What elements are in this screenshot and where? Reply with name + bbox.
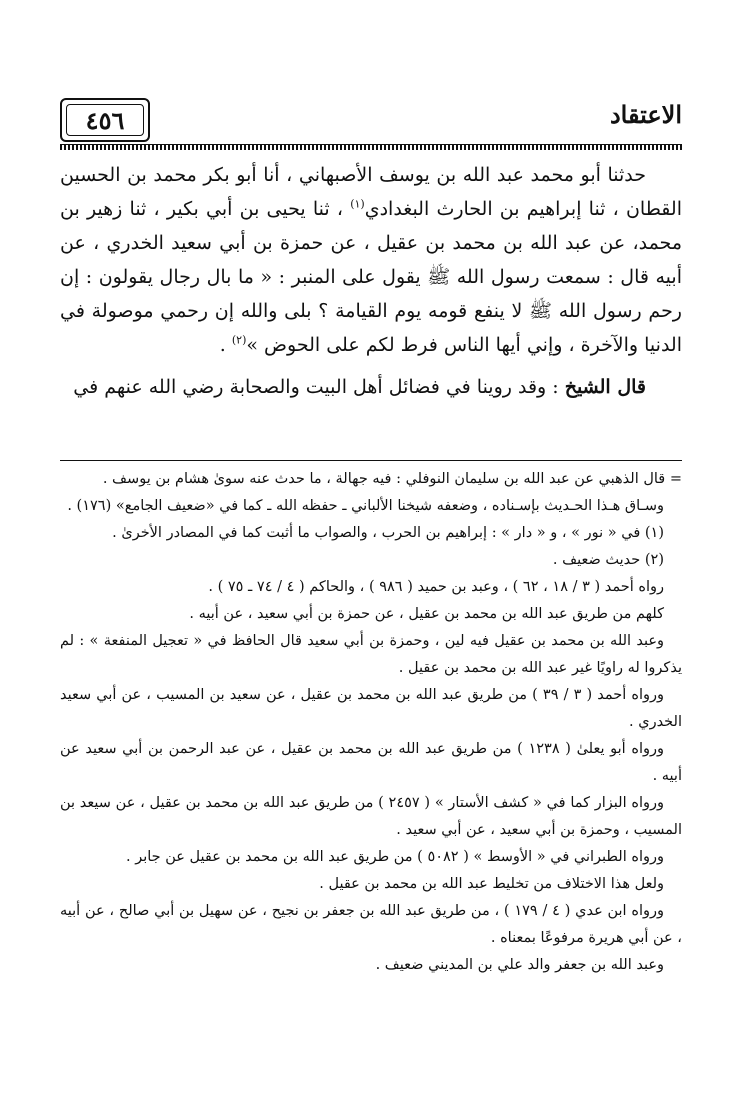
paragraph-1-text-cont: ، ثنا يحيى بن أبي بكير ، ثنا زهير بن محمد، عن عبد الله بن محمد بن عقيل ، عن حمزة بن أبي سعيد الخدري ، عن أبيه قال : سمعت رسول الله ﷺ يقول على المنبر : « ما بال رجال يقولون : إن رحم رسول الله ﷺ لا ينفع قومه يوم القيامة ؟ بلى والله إن رحمي موصولة في الدنيا والآخرة ، وإني أيها الناس فرط لكم على الحوض » <box>60 198 682 356</box>
footnote-separator <box>60 460 682 461</box>
footnote-1: (١) في « نور » ، و « دار » : إبراهيم بن الحرب ، والصواب ما أثبت كما في المصادر الأخرىٰ . <box>112 525 664 541</box>
footnote-line: ورواه أبو يعلىٰ ( ١٢٣٨ ) من طريق عبد الله بن محمد بن عقيل ، عن عبد الرحمن بن أبي سعيد عن أبيه . <box>60 741 682 784</box>
footnote-line: = قال الذهبي عن عبد الله بن سليمان النوفلي : فيه جهالة ، ما حدث عنه سوىٰ هشام بن يوسف . <box>102 471 682 487</box>
speaker-label: قال الشيخ <box>564 376 646 398</box>
page-number-frame <box>66 104 144 136</box>
paragraph-1 <box>60 158 682 362</box>
running-title: الاعتقاد <box>609 100 682 129</box>
page-number-box <box>60 98 150 142</box>
footnote-line: ورواه الطبراني في « الأوسط » ( ٥٠٨٢ ) من طريق عبد الله بن محمد بن عقيل عن جابر . <box>126 849 664 865</box>
footnote-line: ورواه ابن عدي ( ٤ / ١٧٩ ) ، من طريق عبد الله بن جعفر بن نجيح ، عن سهيل بن أبي صالح ، عن أبيه ، عن أبي هريرة مرفوعًا بمعناه . <box>60 903 682 946</box>
page-number: ٤٥٦ <box>85 105 125 135</box>
footnote-line: وسـاق هـذا الحـديث بإسـناده ، وضعفه شيخنا الألباني ـ حفظه الله ـ كما في «ضعيف الجامع» (١٧٦) . <box>67 498 664 514</box>
page-header <box>60 98 682 150</box>
footnote-line: وعبد الله بن محمد بن عقيل فيه لين ، وحمزة بن أبي سعيد قال الحافظ في « تعجيل المنفعة » : لم يذكروا له راويًا غير عبد الله بن محمد بن عقيل . <box>60 633 682 676</box>
footnote-line: ولعل هذا الاختلاف من تخليط عبد الله بن محمد بن عقيل . <box>319 876 664 892</box>
paragraph-1-end: . <box>219 334 232 356</box>
main-text <box>60 158 682 404</box>
footnote-line: ورواه أحمد ( ٣ / ٣٩ ) من طريق عبد الله بن محمد بن عقيل ، عن سعيد بن المسيب ، عن أبي سعيد الخدري . <box>60 687 682 730</box>
footnotes <box>60 466 682 979</box>
footnote-line: رواه أحمد ( ٣ / ١٨ ، ٦٢ ) ، وعبد بن حميد ( ٩٨٦ ) ، والحاكم ( ٤ / ٧٤ ـ ٧٥ ) . <box>208 579 664 595</box>
paragraph-2-text: : وقد روينا في فضائل أهل البيت والصحابة رضي الله عنهم في <box>73 376 565 398</box>
note-ref-2: (٢) <box>231 333 247 347</box>
paragraph-2 <box>60 370 682 404</box>
footnote-line: وعبد الله بن جعفر والد علي بن المديني ضعيف . <box>375 957 664 973</box>
footnote-line: ورواه البزار كما في « كشف الأستار » ( ٢٤٥٧ ) من طريق عبد الله بن محمد بن عقيل ، عن سيعد بن المسيب ، وحمزة بن أبي سعيد ، عن أبي سعيد . <box>60 795 682 838</box>
note-ref-1: (١) <box>350 197 365 211</box>
footnote-line: كلهم من طريق عبد الله بن محمد بن عقيل ، عن حمزة بن أبي سعيد ، عن أبيه . <box>189 606 664 622</box>
footnote-2: (٢) حديث ضعيف . <box>552 552 664 568</box>
header-rule <box>60 144 682 150</box>
paragraph-1-text: حدثنا أبو محمد عبد الله بن يوسف الأصبهاني ، أنا أبو بكر محمد بن الحسين القطان ، ثنا إبراهيم بن الحارث البغدادي <box>60 164 682 220</box>
